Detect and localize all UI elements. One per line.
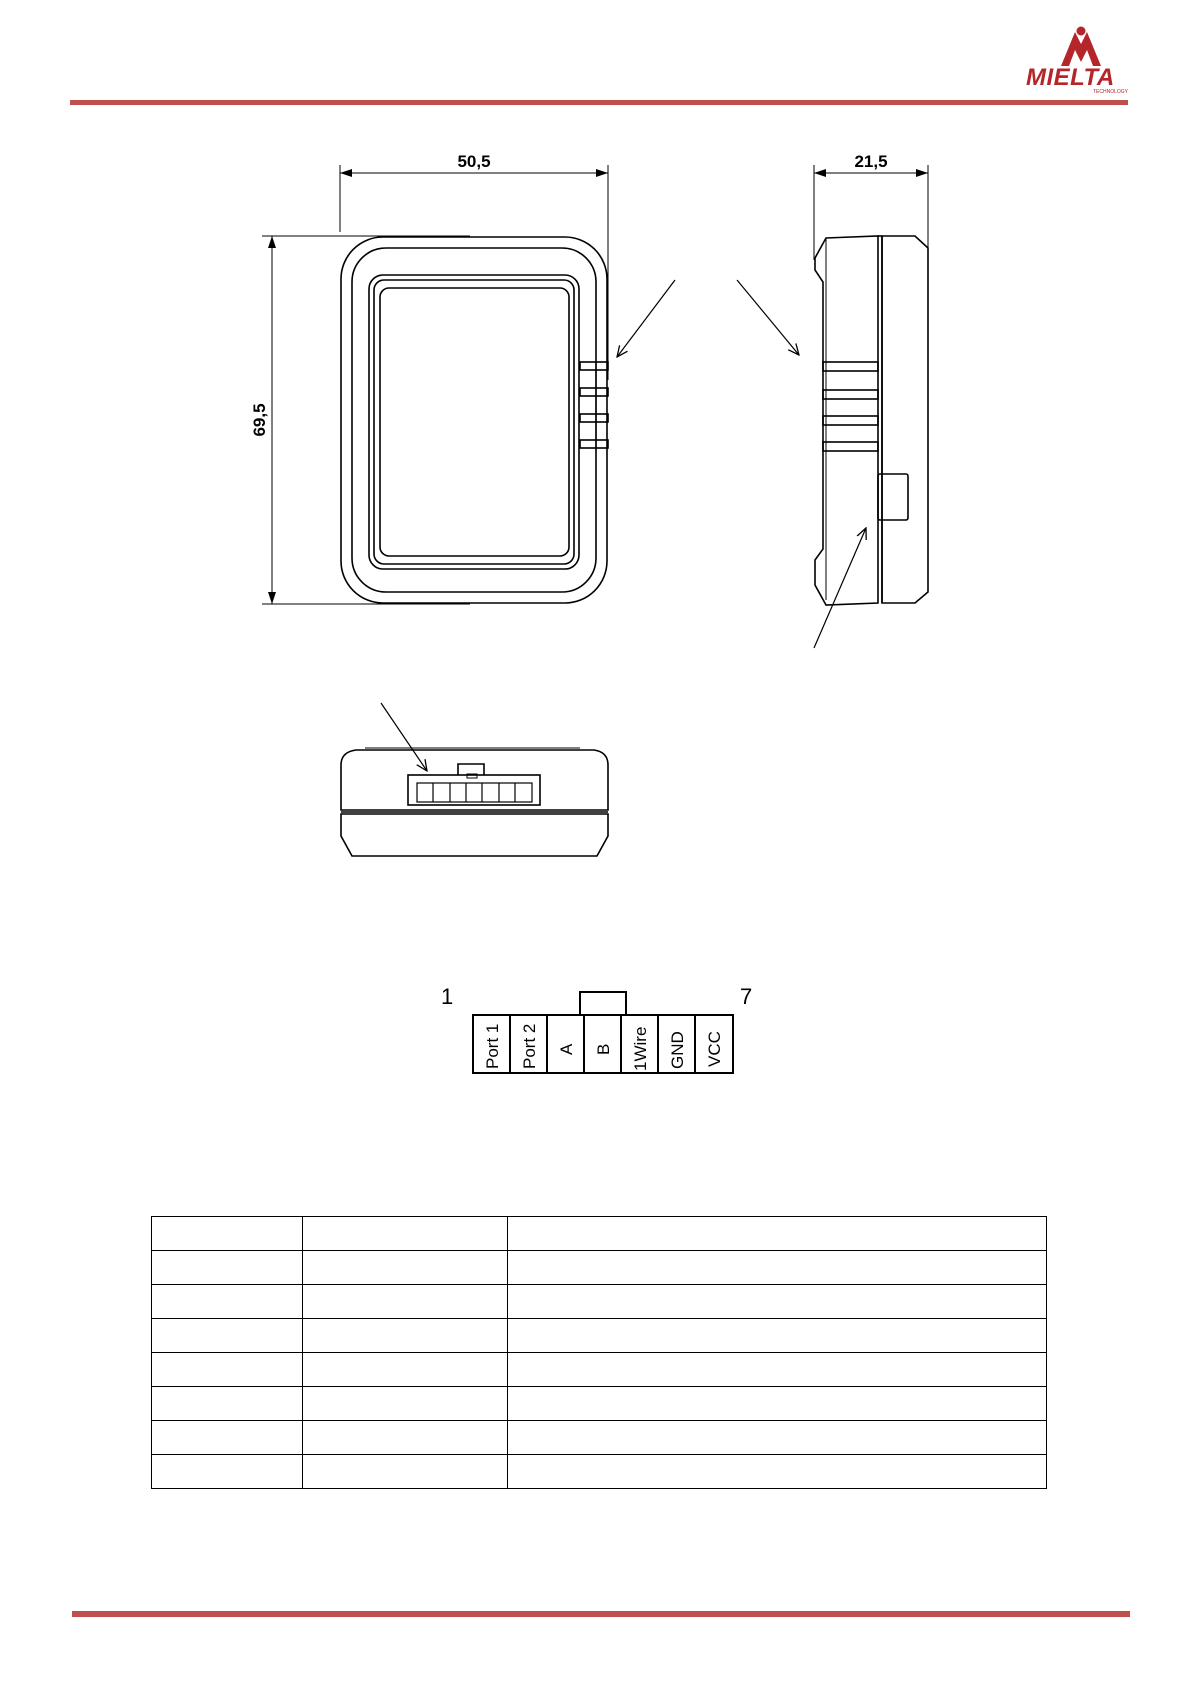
logo-tagline: TECHNOLOGY <box>1092 89 1128 95</box>
pin-number-first: 1 <box>441 984 454 1009</box>
bottom-view <box>341 703 608 856</box>
table-cell <box>152 1387 303 1421</box>
table-cell <box>303 1319 508 1353</box>
table-row <box>152 1251 1047 1285</box>
table-cell <box>303 1217 508 1251</box>
table-cell <box>508 1421 1047 1455</box>
pin-assignment-table <box>151 1216 1047 1489</box>
dim-width-label: 50,5 <box>457 152 491 171</box>
table-cell <box>152 1421 303 1455</box>
table-row <box>152 1421 1047 1455</box>
table-cell <box>303 1387 508 1421</box>
table-cell <box>508 1251 1047 1285</box>
pin-label: 1Wire <box>631 1026 650 1071</box>
table-cell <box>152 1217 303 1251</box>
table-row <box>152 1455 1047 1489</box>
table-cell <box>152 1455 303 1489</box>
table-cell <box>152 1251 303 1285</box>
table-cell <box>303 1285 508 1319</box>
table-cell <box>508 1217 1047 1251</box>
dim-depth-label: 21,5 <box>854 152 888 171</box>
table-row <box>152 1285 1047 1319</box>
pin-label: A <box>557 1043 576 1055</box>
pin-label: VCC <box>705 1031 724 1067</box>
table-cell <box>303 1455 508 1489</box>
table-row <box>152 1217 1047 1251</box>
footer-rule <box>72 1611 1130 1617</box>
table-row <box>152 1319 1047 1353</box>
pin-number-last: 7 <box>740 984 753 1009</box>
side-view <box>737 165 928 648</box>
pin-label: B <box>594 1043 613 1055</box>
table-cell <box>508 1285 1047 1319</box>
logo-name: MIELTA <box>1026 64 1115 91</box>
table-cell <box>508 1387 1047 1421</box>
table-cell <box>303 1421 508 1455</box>
table-cell <box>508 1455 1047 1489</box>
pin-label: Port 2 <box>520 1023 539 1069</box>
table-cell <box>303 1251 508 1285</box>
table-cell <box>152 1353 303 1387</box>
table-cell <box>303 1353 508 1387</box>
table-cell <box>508 1319 1047 1353</box>
pin-label: Port 1 <box>483 1023 502 1069</box>
table-cell <box>152 1285 303 1319</box>
table-row <box>152 1387 1047 1421</box>
front-view <box>262 165 675 604</box>
dim-height-label: 69,5 <box>250 403 269 437</box>
table-cell <box>508 1353 1047 1387</box>
pin-label: GND <box>668 1031 687 1069</box>
table-row <box>152 1353 1047 1387</box>
pinout-diagram <box>473 992 733 1073</box>
table-cell <box>152 1319 303 1353</box>
